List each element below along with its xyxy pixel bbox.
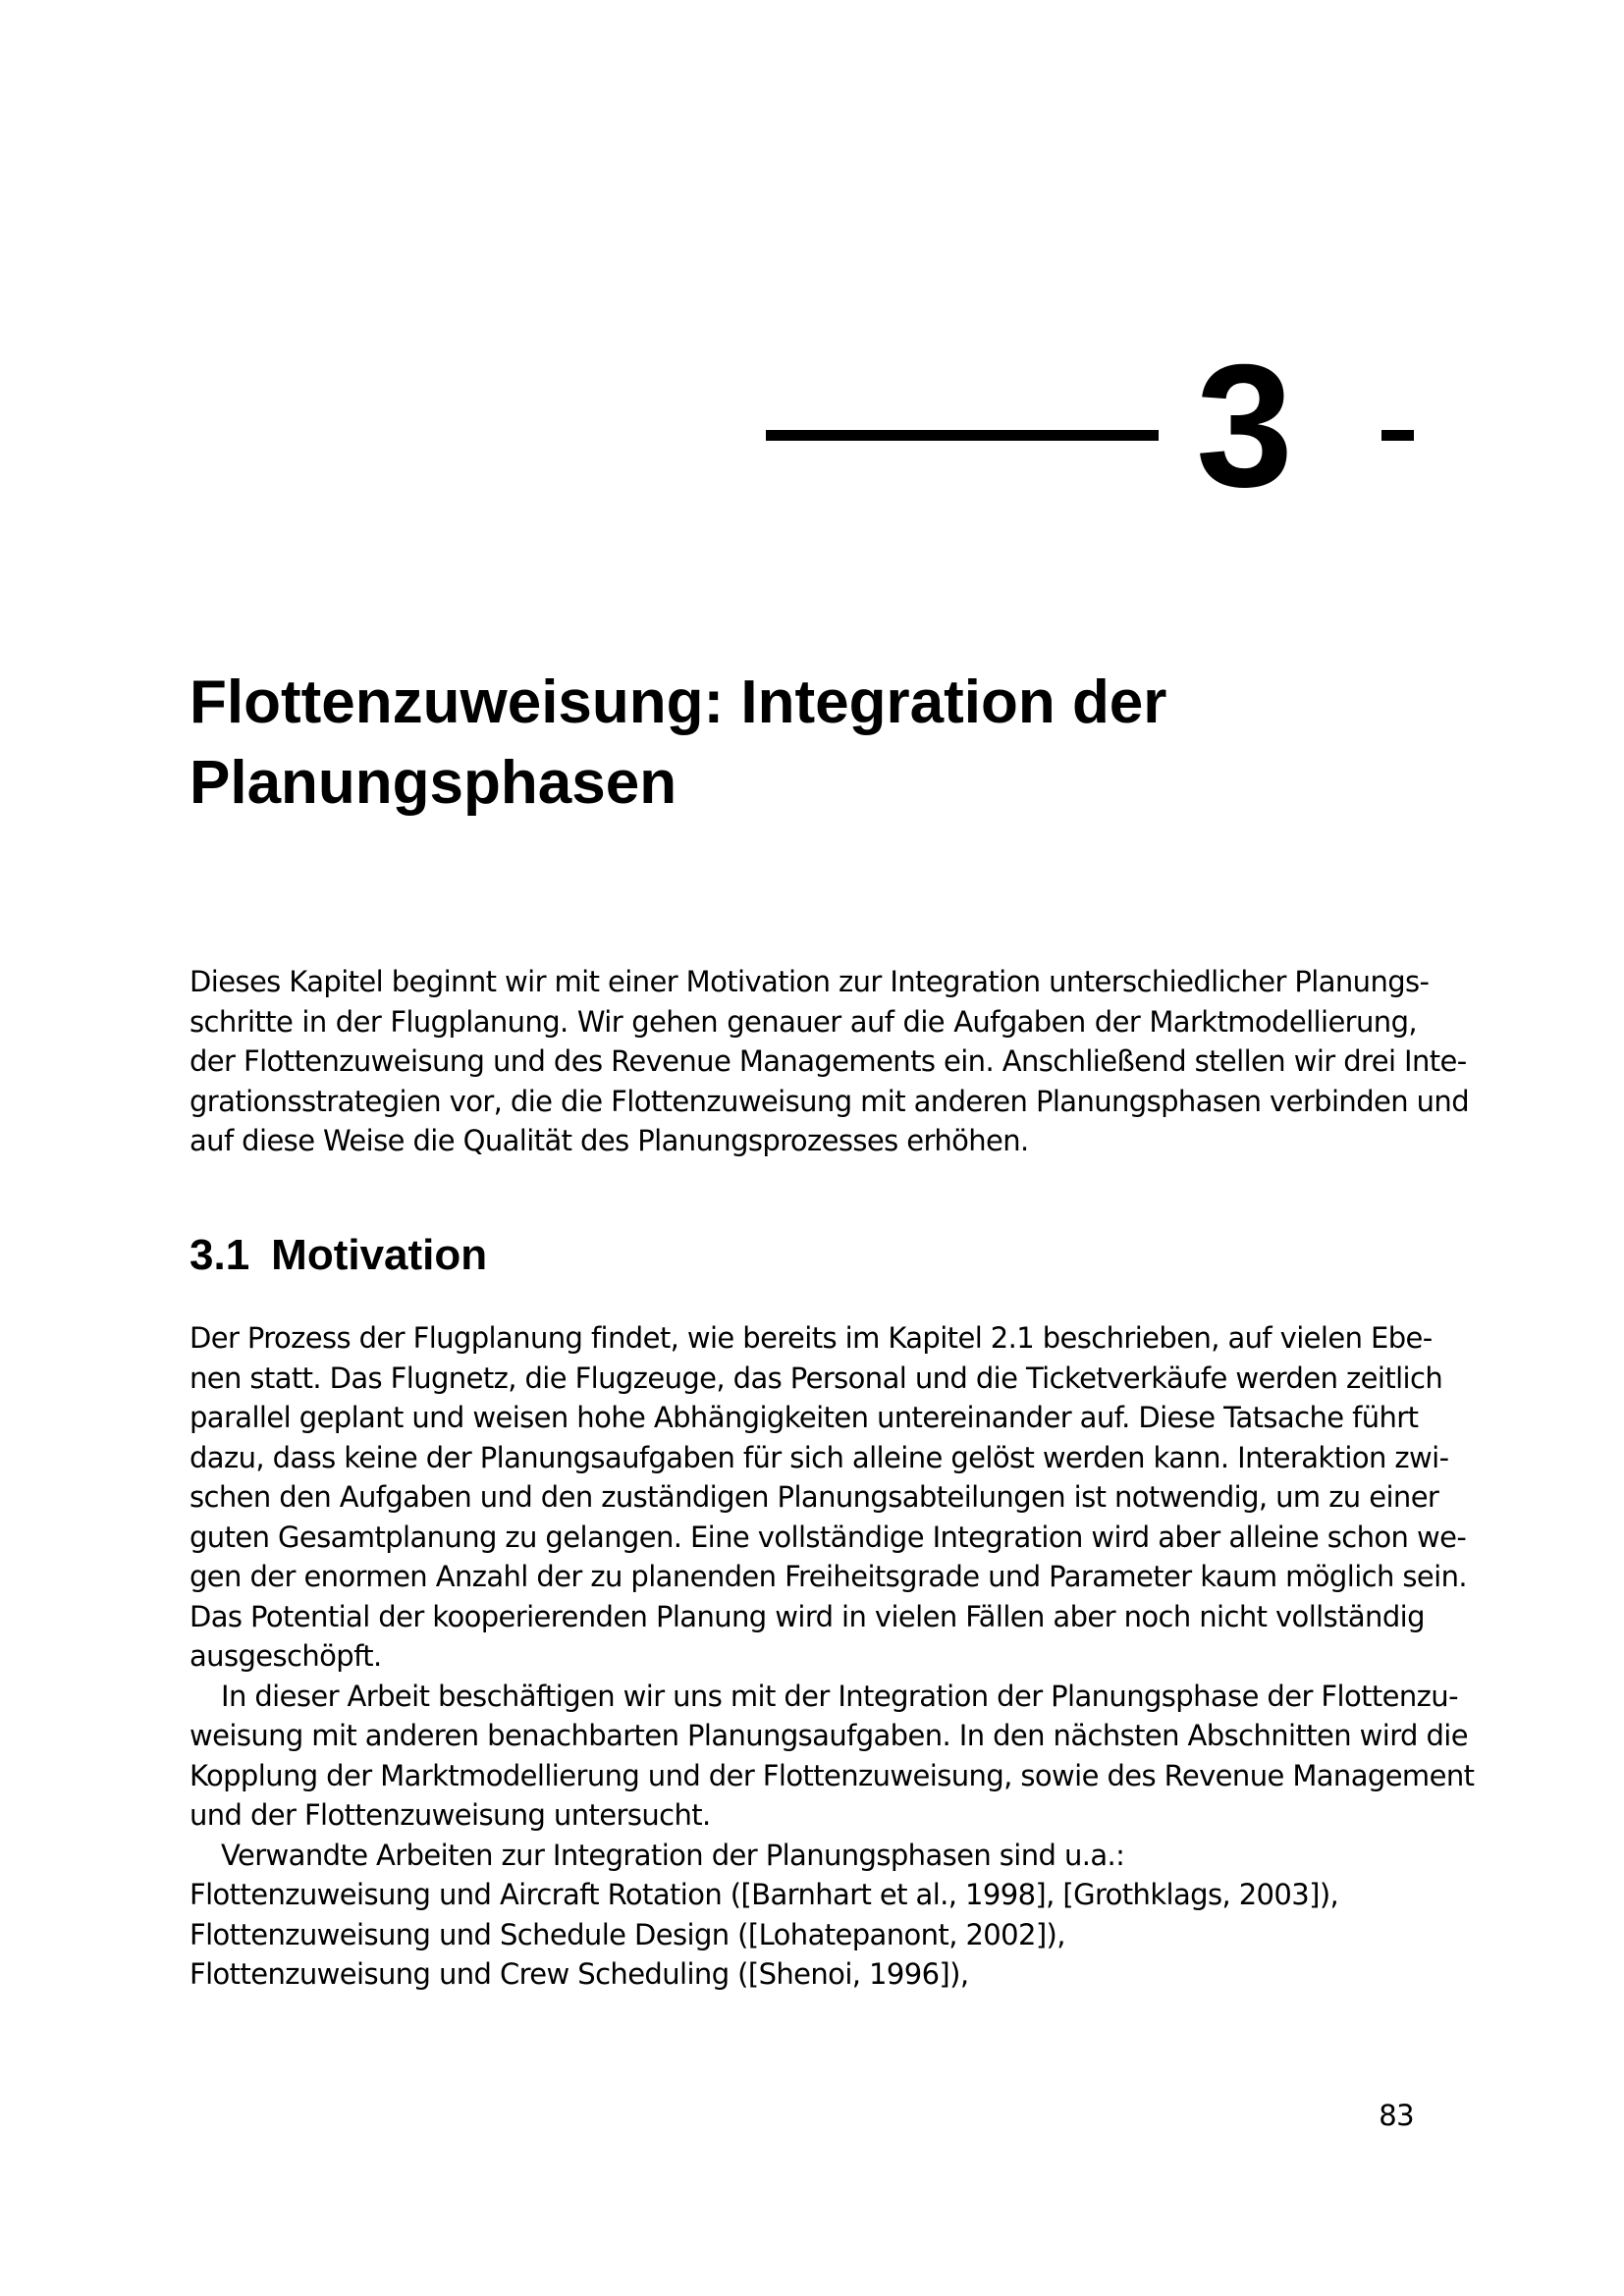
text-line: Das Potential der kooperierenden Planung wird in vielen Fällen aber noch nicht vollständig [189,1599,1425,1633]
chapter-title-line: Flottenzuweisung: Integration der [189,668,1167,736]
motivation-paragraph-2 [189,1677,1475,1836]
text-line: und der Flottenzuweisung untersucht. [189,1798,711,1832]
chapter-rule-short [1381,430,1414,441]
text-line: dazu, dass keine der Planungsaufgaben für sich alleine gelöst werden kann. Interaktion zwi- [189,1440,1449,1474]
chapter-title [189,663,1417,824]
section-title: Motivation [271,1231,488,1279]
page-number: 83 [1379,2099,1414,2132]
text-line: parallel geplant und weisen hohe Abhängigkeiten untereinander auf. Diese Tatsache führt [189,1401,1419,1434]
motivation-paragraph-1 [189,1318,1468,1677]
related-work-item: Flottenzuweisung und Schedule Design ([Lohatepanont, 2002]), [189,1917,1065,1951]
related-work-item: Flottenzuweisung und Crew Scheduling ([Shenoi, 1996]), [189,1957,969,1991]
text-line: Dieses Kapitel beginnt wir mit einer Motivation zur Integration unterschiedlicher Planungs- [189,965,1430,998]
related-work-intro: Verwandte Arbeiten zur Integration der Planungsphasen sind u.a.: [221,1838,1125,1872]
chapter-marker [766,328,1414,523]
text-line: In dieser Arbeit beschäftigen wir uns mit der Integration der Planungsphase der Flottenzu- [221,1679,1458,1713]
text-line: grationsstrategien vor, die die Flottenzuweisung mit anderen Planungsphasen verbinden und [189,1084,1470,1118]
section-number: 3.1 [189,1231,250,1279]
text-line: guten Gesamtplanung zu gelangen. Eine vollständige Integration wird aber alleine schon we- [189,1520,1467,1554]
text-line: schritte in der Flugplanung. Wir gehen genauer auf die Aufgaben der Marktmodellierung, [189,1004,1417,1039]
text-line: ausgeschöpft. [189,1639,382,1673]
related-work-item: Flottenzuweisung und Aircraft Rotation ([Barnhart et al., 1998], [Grothklags, 2003]), [189,1878,1339,1911]
text-line: der Flottenzuweisung und des Revenue Managements ein. Anschließend stellen wir drei Inte- [189,1044,1467,1078]
chapter-rule-long [766,430,1159,441]
chapter-intro-paragraph [189,962,1470,1161]
text-line: schen den Aufgaben und den zuständigen Planungsabteilungen ist notwendig, um zu einer [189,1480,1439,1514]
text-line: Der Prozess der Flugplanung findet, wie bereits im Kapitel 2.1 beschrieben, auf vielen Ebe- [189,1321,1433,1355]
section-heading [189,1229,487,1282]
text-line: Kopplung der Marktmodellierung und der Flottenzuweisung, sowie des Revenue Management [189,1758,1475,1792]
related-work-block [189,1836,1417,1995]
text-line: weisung mit anderen benachbarten Planungsaufgaben. In den nächsten Abschnitten wird die [189,1719,1468,1752]
chapter-title-line: Planungsphasen [189,749,677,817]
text-line: gen der enormen Anzahl der zu planenden Freiheitsgrade und Parameter kaum möglich sein. [189,1560,1468,1593]
text-line: nen statt. Das Flugnetz, die Flugzeuge, das Personal und die Ticketverkäufe werden zeitlich [189,1361,1443,1395]
text-line: auf diese Weise die Qualität des Planungsprozesses erhöhen. [189,1124,1029,1157]
chapter-number: 3 [1196,328,1291,523]
